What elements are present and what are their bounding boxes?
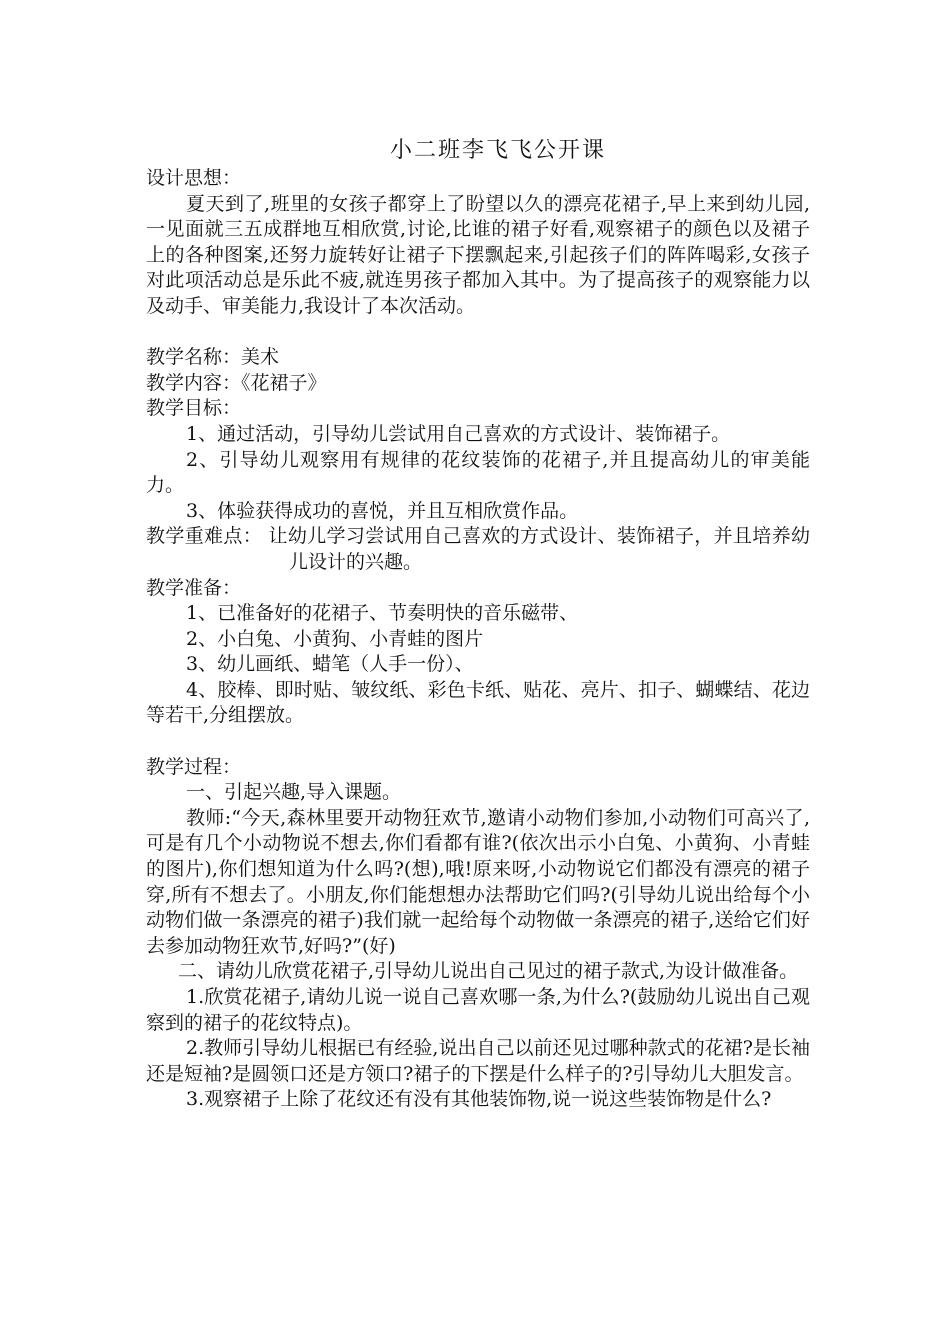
content-line: 教学内容：《花裙子》	[146, 371, 327, 394]
key-points: 教学重难点： 让幼儿学习尝试用自己喜欢的方式设计、装饰裙子，并且培养幼儿设计的兴趣。	[146, 525, 810, 573]
prep-heading: 教学准备：	[146, 576, 242, 599]
goal-item: 1、通过活动，引导幼儿尝试用自己喜欢的方式设计、装饰裙子。	[186, 422, 731, 445]
step2-item: 2.教师引导幼儿根据已有经验,说出自己以前还见过哪种款式的花裙?是长袖还是短袖?是圆领口还是方领口?裙子的下摆是什么样子的?引导幼儿大胆发言。	[146, 1037, 810, 1085]
step2-heading: 二、请幼儿欣赏花裙子,引导幼儿说出自己见过的裙子款式,为设计做准备。	[178, 960, 799, 983]
step2-item: 3.观察裙子上除了花纹还有没有其他装饰物,说一说这些装饰物是什么?	[186, 1088, 772, 1111]
prep-item: 3、幼儿画纸、蜡笔（人手一份）、	[186, 653, 474, 676]
spacer	[146, 729, 810, 755]
goals-heading: 教学目标：	[146, 397, 242, 420]
prep-item: 2、小白兔、小黄狗、小青蛙的图片	[186, 627, 484, 650]
process-heading: 教学过程：	[146, 755, 242, 778]
design-paragraph: 夏天到了,班里的女孩子都穿上了盼望以久的漂亮花裙子,早上来到幼儿园,一见面就三五成群地互相欣赏,讨论,比谁的裙子好看,观察裙子的颜色以及裙子上的各种图案,还努力旋转好让裙子下摆飘起来,引起孩子们的阵阵喝彩,女孩子对此项活动总是乐此不疲,就连男孩子都加入其中。为了提高孩子的观察能力以及动手、审美能力,我设计了本次活动。	[146, 192, 810, 317]
step1-heading: 一、引起兴趣,导入课题。	[186, 781, 402, 804]
goal-item: 2、引导幼儿观察用有规律的花纹装饰的花裙子,并且提高幼儿的审美能力。	[146, 448, 810, 497]
prep-item: 4、胶棒、即时贴、皱纹纸、彩色卡纸、贴花、亮片、扣子、蝴蝶结、花边等若干,分组摆放。	[146, 678, 810, 727]
prep-item: 1、已准备好的花裙子、节奏明快的音乐磁带、	[186, 602, 579, 625]
spacer	[146, 320, 810, 346]
document-title: 小二班李飞飞公开课	[389, 138, 606, 163]
goal-item: 3、体验获得成功的喜悦，并且互相欣赏作品。	[186, 499, 579, 522]
step2-item: 1.欣赏花裙子,请幼儿说一说自己喜欢哪一条,为什么?(鼓励幼儿说出自己观察到的裙子的花纹特点)。	[146, 986, 810, 1034]
subject-line: 教学名称：美术	[146, 346, 280, 369]
step1-body: 教师:“今天,森林里要开动物狂欢节,邀请小动物们参加,小动物们可高兴了,可是有几个小动物说不想去,你们看都有谁?(依次出示小白兔、小黄狗、小青蛙的图片),你们想知道为什么吗?(想),哦!原来呀,小动物说它们都没有漂亮的裙子穿,所有不想去了。小朋友,你们能想想办法帮助它们吗?(引导幼儿说出给每个小动物们做一条漂亮的裙子)我们就一起给每个动物做一条漂亮的裙子,送给它们好去参加动物狂欢节,好吗?”(好)	[146, 806, 810, 957]
design-heading: 设计思想：	[146, 167, 242, 189]
document-body	[146, 136, 810, 1113]
